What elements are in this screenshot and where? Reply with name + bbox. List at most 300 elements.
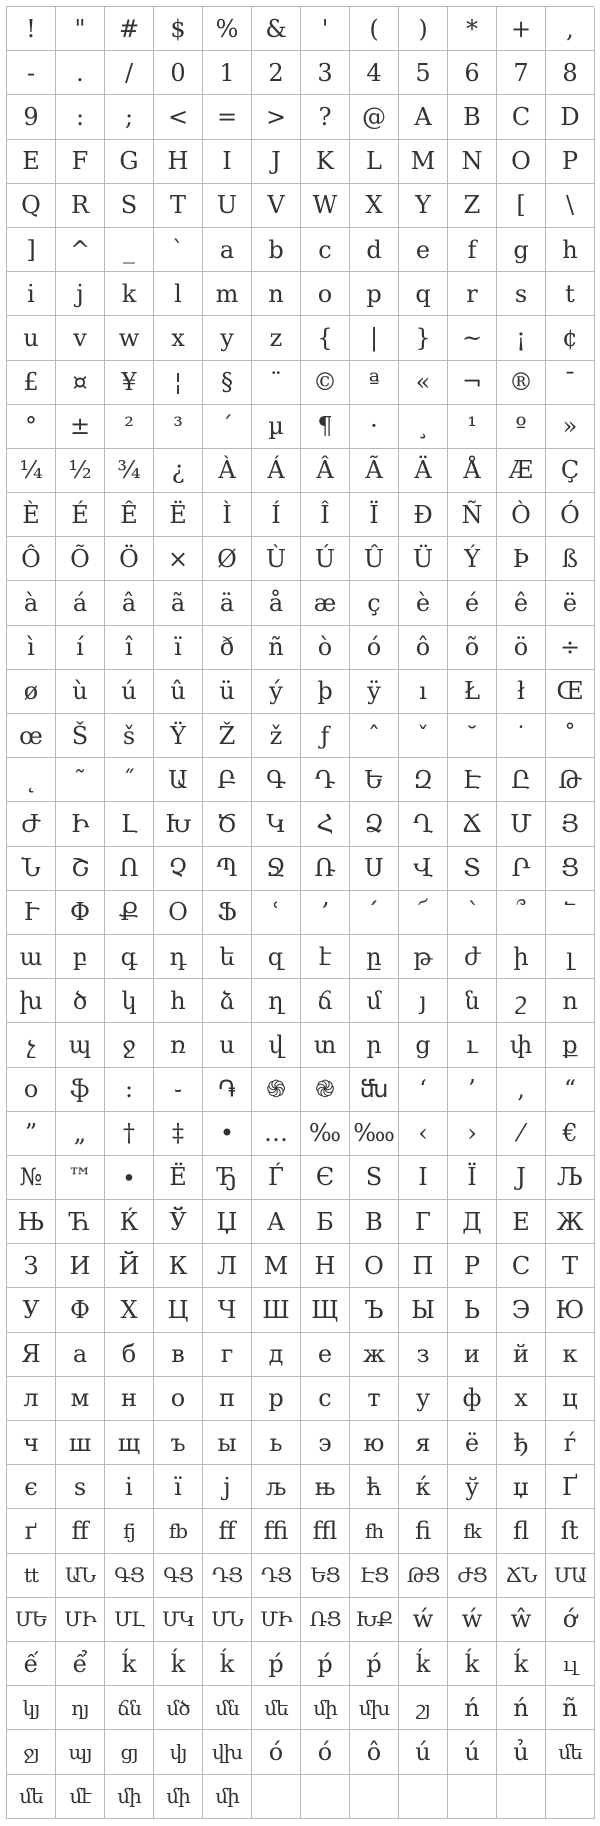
glyph-cell: ԷՑ xyxy=(350,1554,399,1598)
glyph-cell: Þ xyxy=(497,537,546,581)
glyph-cell: ể xyxy=(56,1642,105,1686)
glyph-cell: ý xyxy=(252,670,301,714)
glyph-cell: à xyxy=(7,581,56,625)
glyph-cell: É xyxy=(56,493,105,537)
glyph-cell: ! xyxy=(7,7,56,51)
glyph-cell: è xyxy=(399,581,448,625)
glyph-cell: / xyxy=(105,51,154,95)
glyph-cell: մ xyxy=(350,979,399,1023)
glyph-cell: չ xyxy=(7,1023,56,1067)
glyph-cell: ñ xyxy=(252,626,301,670)
glyph-cell: M xyxy=(399,140,448,184)
glyph-cell: Ò xyxy=(497,493,546,537)
glyph-cell: Զ xyxy=(399,758,448,802)
glyph-cell: ф xyxy=(448,1377,497,1421)
glyph-cell: Щ xyxy=(301,1288,350,1332)
glyph-cell: ﬁ xyxy=(399,1509,448,1553)
glyph-cell: Õ xyxy=(56,537,105,581)
glyph-cell: մն xyxy=(203,1686,252,1730)
glyph-cell: № xyxy=(7,1156,56,1200)
glyph-cell: л xyxy=(7,1377,56,1421)
glyph-cell: l xyxy=(154,272,203,316)
glyph-cell: Ч xyxy=(203,1288,252,1332)
glyph-cell: շ xyxy=(497,979,546,1023)
glyph-cell: ø xyxy=(7,670,56,714)
glyph-cell: ѕ xyxy=(56,1465,105,1509)
glyph-cell: > xyxy=(252,95,301,139)
glyph-cell: в xyxy=(154,1333,203,1377)
glyph-cell: С xyxy=(497,1244,546,1288)
glyph-cell: ö xyxy=(497,626,546,670)
empty-cell xyxy=(497,1775,546,1819)
glyph-cell: Դ xyxy=(301,758,350,802)
glyph-cell: Њ xyxy=(7,1200,56,1244)
glyph-cell: ú xyxy=(448,1730,497,1774)
glyph-cell: Ց xyxy=(546,847,595,891)
glyph-cell: ë xyxy=(546,581,595,625)
glyph-cell: } xyxy=(399,316,448,360)
glyph-cell: ՚ xyxy=(301,891,350,935)
glyph-cell: ճն xyxy=(105,1686,154,1730)
glyph-cell: ń xyxy=(497,1686,546,1730)
glyph-cell: ‰ xyxy=(301,1112,350,1156)
glyph-cell: ՝ xyxy=(448,891,497,935)
glyph-cell: մի xyxy=(105,1775,154,1819)
glyph-cell: ԳՑ xyxy=(105,1554,154,1598)
glyph-cell: ? xyxy=(301,95,350,139)
glyph-cell: h xyxy=(546,228,595,272)
glyph-cell: Շ xyxy=(56,847,105,891)
glyph-cell: á xyxy=(56,581,105,625)
glyph-cell: ` xyxy=(154,228,203,272)
glyph-cell: q xyxy=(399,272,448,316)
glyph-cell: & xyxy=(252,7,301,51)
glyph-cell: Û xyxy=(350,537,399,581)
glyph-cell: å xyxy=(252,581,301,625)
glyph-cell: z xyxy=(252,316,301,360)
glyph-cell: » xyxy=(546,405,595,449)
glyph-cell: ú xyxy=(399,1730,448,1774)
glyph-cell: ‹ xyxy=(399,1112,448,1156)
glyph-cell: ց xyxy=(399,1023,448,1067)
glyph-cell: ք xyxy=(546,1023,595,1067)
glyph-cell: Ռ xyxy=(301,847,350,891)
glyph-cell: ç xyxy=(350,581,399,625)
glyph-cell: ђ xyxy=(497,1421,546,1465)
glyph-cell: մե xyxy=(252,1686,301,1730)
glyph-cell: Ъ xyxy=(350,1288,399,1332)
glyph-cell: ã xyxy=(154,581,203,625)
glyph-cell: Ô xyxy=(7,537,56,581)
glyph-cell: մխ xyxy=(350,1686,399,1730)
glyph-cell: ṕ xyxy=(350,1642,399,1686)
glyph-cell: ẃ xyxy=(448,1598,497,1642)
glyph-cell: и xyxy=(448,1333,497,1377)
glyph-cell: û xyxy=(154,670,203,714)
glyph-cell: Ê xyxy=(105,493,154,537)
glyph-cell: ձ xyxy=(203,979,252,1023)
glyph-cell: խ xyxy=(7,979,56,1023)
glyph-cell: Ђ xyxy=(203,1156,252,1200)
glyph-cell: Ф xyxy=(56,1288,105,1332)
glyph-cell: D xyxy=(546,95,595,139)
glyph-cell: ð xyxy=(203,626,252,670)
glyph-cell: Й xyxy=(105,1244,154,1288)
glyph-cell: G xyxy=(105,140,154,184)
glyph-cell: À xyxy=(203,449,252,493)
glyph-cell: Ծ xyxy=(203,802,252,846)
glyph-cell: ՄԼ xyxy=(105,1598,154,1642)
glyph-cell: ḱ xyxy=(105,1642,154,1686)
glyph-cell: A xyxy=(399,95,448,139)
glyph-cell: Æ xyxy=(497,449,546,493)
glyph-cell: œ xyxy=(7,714,56,758)
glyph-cell: ¥ xyxy=(105,361,154,405)
glyph-cell: a xyxy=(203,228,252,272)
glyph-cell: ծ xyxy=(56,979,105,1023)
glyph-cell: ṕ xyxy=(252,1642,301,1686)
glyph-cell: Լ xyxy=(105,802,154,846)
glyph-cell: ՌՑ xyxy=(301,1598,350,1642)
glyph-cell: § xyxy=(203,361,252,405)
glyph-cell: ՙ xyxy=(252,891,301,935)
glyph-cell: ( xyxy=(350,7,399,51)
glyph-cell: ṕ xyxy=(301,1642,350,1686)
glyph-cell: U xyxy=(203,184,252,228)
glyph-cell: ֎ xyxy=(301,1068,350,1112)
glyph-cell: ŵ xyxy=(497,1598,546,1642)
glyph-cell: Ю xyxy=(546,1288,595,1332)
glyph-cell: ﬅ xyxy=(546,1509,595,1553)
glyph-cell: ﬃ xyxy=(252,1509,301,1553)
glyph-cell: 9 xyxy=(7,95,56,139)
glyph-cell: Խ xyxy=(154,802,203,846)
glyph-cell: ԳՑ xyxy=(154,1554,203,1598)
glyph-cell: մէ xyxy=(56,1775,105,1819)
glyph-cell: 6 xyxy=(448,51,497,95)
glyph-cell: ճ xyxy=(301,979,350,1023)
glyph-cell: մե xyxy=(7,1775,56,1819)
glyph-cell: Е xyxy=(497,1200,546,1244)
glyph-cell: n xyxy=(252,272,301,316)
glyph-cell: ջ xyxy=(105,1023,154,1067)
glyph-cell: ш xyxy=(56,1421,105,1465)
glyph-cell: И xyxy=(56,1244,105,1288)
glyph-cell: ԹՑ xyxy=(399,1554,448,1598)
glyph-cell: ḱ xyxy=(448,1642,497,1686)
glyph-cell: Q xyxy=(7,184,56,228)
glyph-cell: ± xyxy=(56,405,105,449)
glyph-cell: Т xyxy=(546,1244,595,1288)
glyph-cell: ı xyxy=(399,670,448,714)
glyph-cell: 0 xyxy=(154,51,203,95)
glyph-cell: ը xyxy=(350,935,399,979)
glyph-cell: վխ xyxy=(203,1730,252,1774)
empty-cell xyxy=(252,1775,301,1819)
glyph-cell: ԴՑ xyxy=(252,1554,301,1598)
glyph-cell: Á xyxy=(252,449,301,493)
glyph-cell: x xyxy=(154,316,203,360)
glyph-cell: ó xyxy=(301,1730,350,1774)
glyph-cell: ˚ xyxy=(546,714,595,758)
glyph-cell: ч xyxy=(7,1421,56,1465)
glyph-cell: ¶ xyxy=(301,405,350,449)
glyph-cell: { xyxy=(301,316,350,360)
glyph-cell: Š xyxy=(56,714,105,758)
glyph-cell: g xyxy=(497,228,546,272)
glyph-cell: L xyxy=(350,140,399,184)
glyph-cell: „ xyxy=(56,1112,105,1156)
glyph-cell: ﬂ xyxy=(497,1509,546,1553)
glyph-cell: Չ xyxy=(154,847,203,891)
glyph-cell: . xyxy=(56,51,105,95)
glyph-cell: Ћ xyxy=(56,1200,105,1244)
glyph-cell: Ш xyxy=(252,1288,301,1332)
glyph-cell: é xyxy=(448,581,497,625)
glyph-cell: ѓ xyxy=(546,1421,595,1465)
glyph-cell: ﬀ xyxy=(56,1509,105,1553)
glyph-cell: t xyxy=(546,272,595,316)
glyph-cell: î xyxy=(105,626,154,670)
empty-cell xyxy=(448,1775,497,1819)
glyph-cell: ˛ xyxy=(7,758,56,802)
glyph-cell: պյ xyxy=(56,1730,105,1774)
glyph-cell: ֆ xyxy=(56,1068,105,1112)
glyph-cell: ÷ xyxy=(546,626,595,670)
glyph-cell: ‡ xyxy=(154,1112,203,1156)
glyph-cell: ^ xyxy=(56,228,105,272)
glyph-cell: ա xyxy=(7,935,56,979)
empty-cell xyxy=(301,1775,350,1819)
glyph-cell: _ xyxy=(105,228,154,272)
glyph-cell: ´ xyxy=(203,405,252,449)
glyph-cell: “ xyxy=(546,1068,595,1112)
glyph-cell: њ xyxy=(301,1465,350,1509)
glyph-cell: ủ xyxy=(497,1730,546,1774)
glyph-cell: Ž xyxy=(203,714,252,758)
glyph-cell: і xyxy=(105,1465,154,1509)
glyph-cell: ï xyxy=(154,626,203,670)
glyph-cell: Ë xyxy=(154,493,203,537)
glyph-cell: Ն xyxy=(7,847,56,891)
glyph-cell: E xyxy=(7,140,56,184)
glyph-cell: ñ xyxy=(546,1686,595,1730)
glyph-cell: þ xyxy=(301,670,350,714)
glyph-cell: Ք xyxy=(105,891,154,935)
glyph-cell: Բ xyxy=(203,758,252,802)
glyph-cell: ւլ xyxy=(546,1642,595,1686)
glyph-cell: Հ xyxy=(301,802,350,846)
glyph-cell: O xyxy=(497,140,546,184)
glyph-cell: Í xyxy=(252,493,301,537)
glyph-cell: ‘ xyxy=(399,1068,448,1112)
glyph-cell: € xyxy=(546,1112,595,1156)
glyph-cell: ˜ xyxy=(56,758,105,802)
glyph-cell: ¡ xyxy=(497,316,546,360)
glyph-cell: ; xyxy=(105,95,154,139)
glyph-cell: Վ xyxy=(399,847,448,891)
glyph-cell: Ս xyxy=(350,847,399,891)
glyph-cell: , xyxy=(546,7,595,51)
glyph-cell: Љ xyxy=(546,1156,595,1200)
glyph-cell: Ղ xyxy=(399,802,448,846)
glyph-cell: Ե xyxy=(350,758,399,802)
glyph-cell: B xyxy=(448,95,497,139)
glyph-cell: ú xyxy=(105,670,154,714)
glyph-cell: ы xyxy=(203,1421,252,1465)
glyph-cell: Ð xyxy=(399,493,448,537)
glyph-cell: fh xyxy=(350,1509,399,1553)
glyph-cell: ц xyxy=(546,1377,595,1421)
glyph-cell: ḱ xyxy=(399,1642,448,1686)
glyph-cell: ớ xyxy=(546,1598,595,1642)
glyph-cell: љ xyxy=(252,1465,301,1509)
glyph-cell: ў xyxy=(448,1465,497,1509)
glyph-cell: է xyxy=(301,935,350,979)
glyph-cell: £ xyxy=(7,361,56,405)
glyph-cell: ё xyxy=(448,1421,497,1465)
glyph-cell: ì xyxy=(7,626,56,670)
glyph-cell: ê xyxy=(497,581,546,625)
glyph-cell: ո xyxy=(546,979,595,1023)
glyph-cell: պ xyxy=(56,1023,105,1067)
glyph-cell: µ xyxy=(252,405,301,449)
glyph-cell: ƒ xyxy=(301,714,350,758)
glyph-cell: у xyxy=(399,1377,448,1421)
glyph-cell: ¿ xyxy=(154,449,203,493)
glyph-cell: Տ xyxy=(448,847,497,891)
glyph-cell: í xyxy=(56,626,105,670)
glyph-cell: ւ xyxy=(448,1023,497,1067)
glyph-cell: Գ xyxy=(252,758,301,802)
glyph-cell: @ xyxy=(350,95,399,139)
glyph-cell: ó xyxy=(350,626,399,670)
glyph-cell: ' xyxy=(301,7,350,51)
glyph-cell: ó xyxy=(252,1730,301,1774)
glyph-cell: տ xyxy=(301,1023,350,1067)
glyph-cell: < xyxy=(154,95,203,139)
glyph-cell: Ь xyxy=(448,1288,497,1332)
glyph-cell: ԽՔ xyxy=(350,1598,399,1642)
glyph-cell: ô xyxy=(350,1730,399,1774)
glyph-cell: fj xyxy=(105,1509,154,1553)
glyph-cell: Ֆ xyxy=(203,891,252,935)
glyph-cell: ь xyxy=(252,1421,301,1465)
glyph-cell: i xyxy=(7,272,56,316)
glyph-cell: Ó xyxy=(546,493,595,537)
glyph-cell: Ł xyxy=(448,670,497,714)
glyph-cell: ղ xyxy=(252,979,301,1023)
glyph-cell: d xyxy=(350,228,399,272)
glyph-cell: ԺՑ xyxy=(448,1554,497,1598)
glyph-cell: N xyxy=(448,140,497,184)
glyph-cell: շյ xyxy=(399,1686,448,1730)
glyph-cell: ł xyxy=(497,670,546,714)
glyph-cell: д xyxy=(252,1333,301,1377)
glyph-cell: c xyxy=(301,228,350,272)
glyph-cell: : xyxy=(105,1068,154,1112)
glyph-cell: ¦ xyxy=(154,361,203,405)
glyph-cell: ) xyxy=(399,7,448,51)
glyph-cell: Ý xyxy=(448,537,497,581)
glyph-cell: * xyxy=(448,7,497,51)
glyph-cell: j xyxy=(56,272,105,316)
glyph-cell: › xyxy=(448,1112,497,1156)
glyph-cell: Ճ xyxy=(448,802,497,846)
glyph-cell: † xyxy=(105,1112,154,1156)
glyph-cell: I xyxy=(203,140,252,184)
glyph-cell: Ը xyxy=(497,758,546,802)
glyph-cell: Б xyxy=(301,1200,350,1244)
glyph-cell: Պ xyxy=(203,847,252,891)
glyph-cell: ԱՆ xyxy=(56,1554,105,1598)
glyph-cell: - xyxy=(7,51,56,95)
glyph-cell: Â xyxy=(301,449,350,493)
glyph-cell: Э xyxy=(497,1288,546,1332)
glyph-cell: ˇ xyxy=(399,714,448,758)
glyph-cell: Ÿ xyxy=(154,714,203,758)
glyph-cell: fb xyxy=(154,1509,203,1553)
glyph-cell: ô xyxy=(399,626,448,670)
glyph-cell: ˝ xyxy=(105,758,154,802)
glyph-cell: ъ xyxy=(154,1421,203,1465)
glyph-cell: Ì xyxy=(203,493,252,537)
glyph-cell: ¬ xyxy=(448,361,497,405)
glyph-cell: ՄԻ xyxy=(252,1598,301,1642)
glyph-cell: կյ xyxy=(7,1686,56,1730)
glyph-cell: Ï xyxy=(350,493,399,537)
glyph-cell: ń xyxy=(448,1686,497,1730)
glyph-cell: Կ xyxy=(252,802,301,846)
glyph-cell: Ù xyxy=(252,537,301,581)
glyph-cell: ՄՆ xyxy=(203,1598,252,1642)
glyph-cell: • xyxy=(203,1112,252,1156)
glyph-cell: Ѓ xyxy=(252,1156,301,1200)
glyph-cell: 4 xyxy=(350,51,399,95)
glyph-cell: Я xyxy=(7,1333,56,1377)
glyph-cell: е xyxy=(301,1333,350,1377)
glyph-cell: X xyxy=(350,184,399,228)
empty-cell xyxy=(350,1775,399,1819)
glyph-cell: + xyxy=(497,7,546,51)
glyph-cell: " xyxy=(56,7,105,51)
glyph-cell: f xyxy=(448,228,497,272)
glyph-cell: æ xyxy=(301,581,350,625)
glyph-cell: k xyxy=(105,272,154,316)
glyph-cell: џ xyxy=(497,1465,546,1509)
glyph-cell: fk xyxy=(448,1509,497,1553)
glyph-cell: ä xyxy=(203,581,252,625)
glyph-cell: մե xyxy=(546,1730,595,1774)
glyph-cell: ò xyxy=(301,626,350,670)
glyph-cell: մի xyxy=(301,1686,350,1730)
glyph-cell: F xyxy=(56,140,105,184)
glyph-cell: Ё xyxy=(154,1156,203,1200)
glyph-cell: օ xyxy=(7,1068,56,1112)
glyph-cell: Д xyxy=(448,1200,497,1244)
empty-cell xyxy=(546,1775,595,1819)
glyph-cell: ‚ xyxy=(497,1068,546,1112)
glyph-cell: Փ xyxy=(56,891,105,935)
glyph-cell: y xyxy=(203,316,252,360)
glyph-cell: ԵՑ xyxy=(301,1554,350,1598)
glyph-cell: ՃՆ xyxy=(497,1554,546,1598)
glyph-cell: ջյ xyxy=(7,1730,56,1774)
glyph-cell: Y xyxy=(399,184,448,228)
glyph-cell: դ xyxy=(154,935,203,979)
glyph-cell: թ xyxy=(399,935,448,979)
glyph-cell: ÿ xyxy=(350,670,399,714)
